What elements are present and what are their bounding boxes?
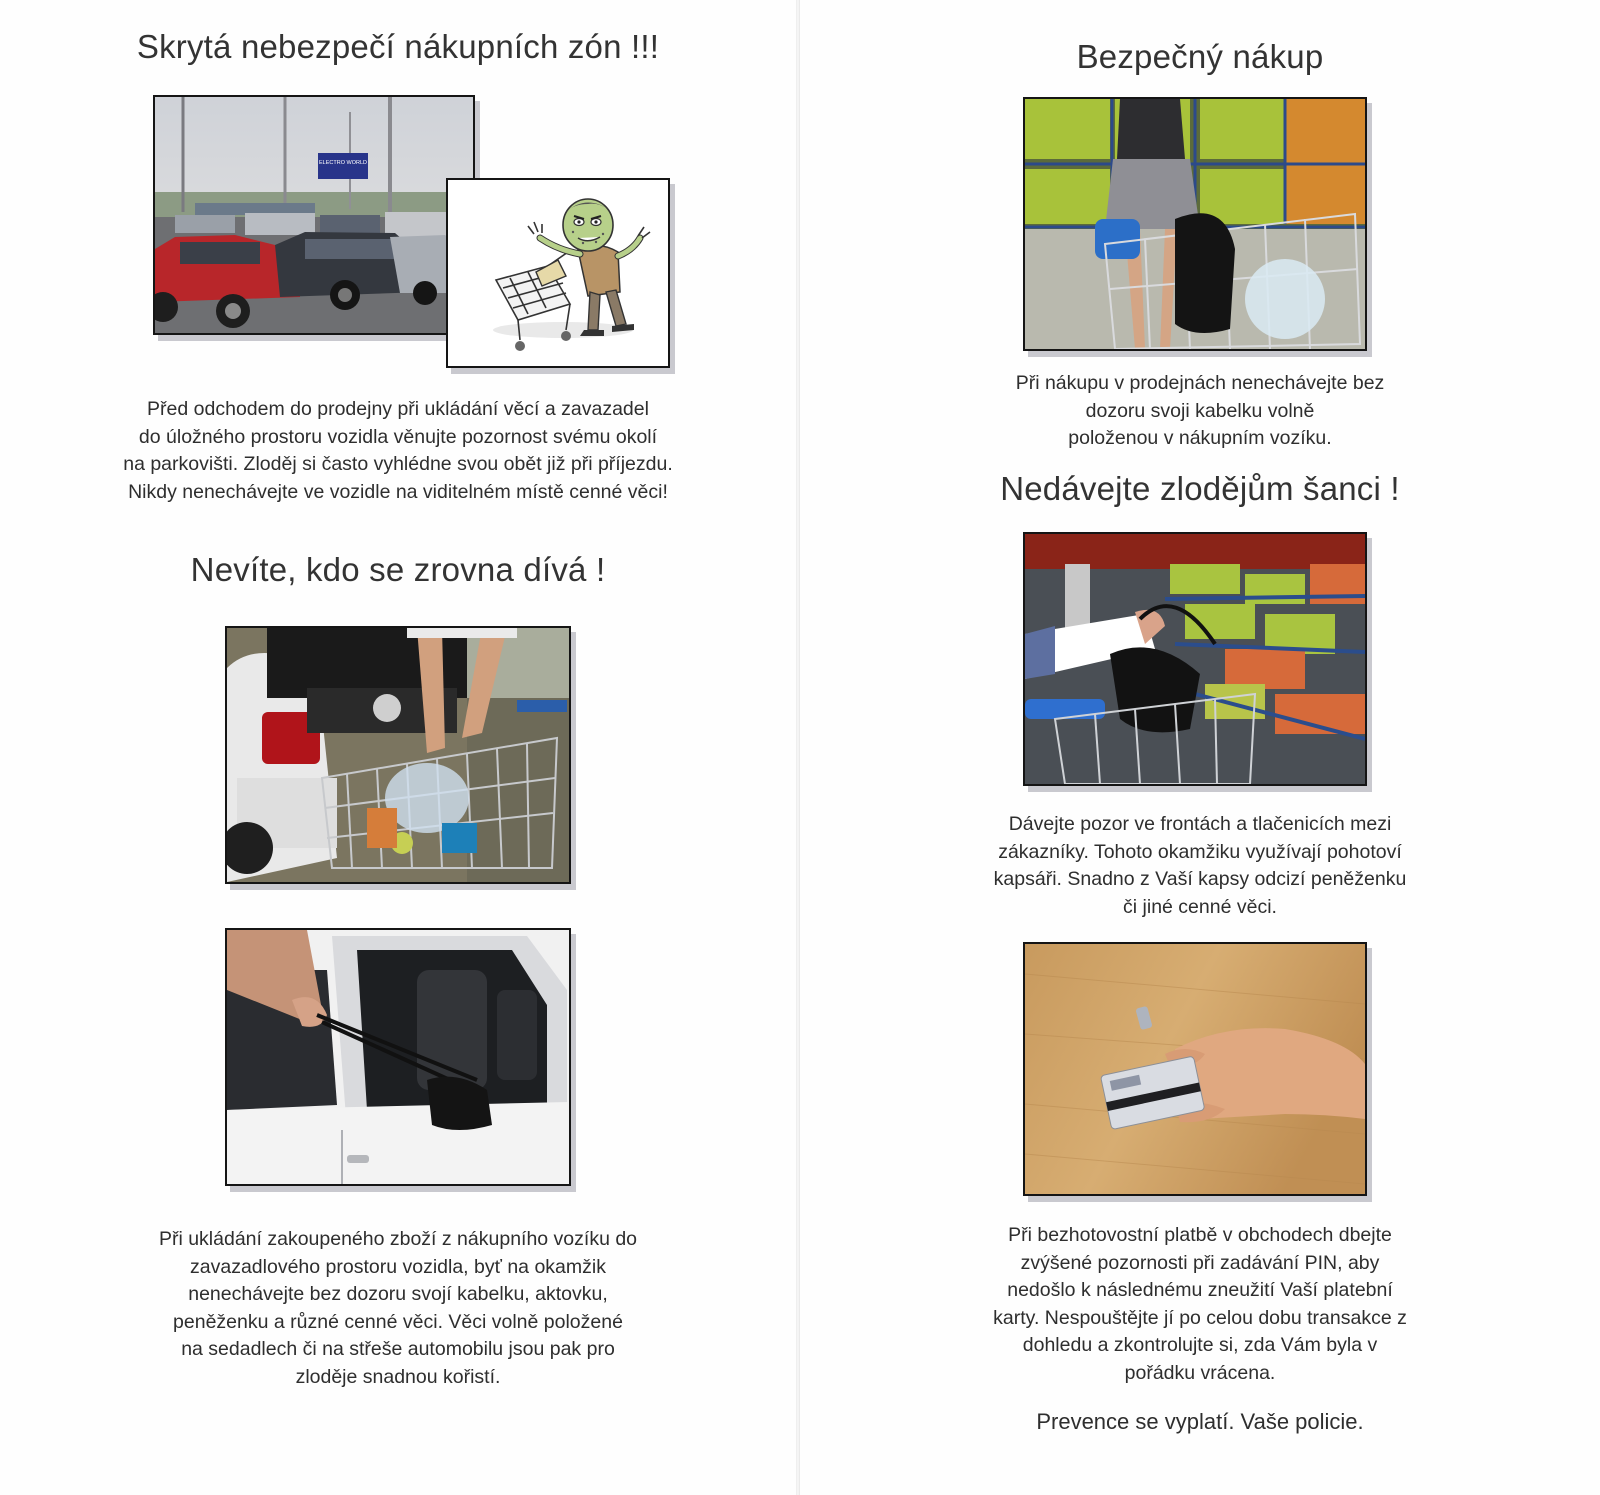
card-payment-warning-text: Při bezhotovostní platbě v obchodech dbejte zvýšené pozornosti při zadávání PIN, aby nedošlo k následnému zneužití Vaší platební karty. Nespouštějte jí po celou dobu transakce z dohledu a zkontrolujte si, zda Vám byla v pořádku vrácena.	[993, 1224, 1407, 1384]
section-title-no-chance-for-thieves: Nedávejte zlodějům šanci !	[1000, 470, 1400, 507]
bag-theft-photo	[1023, 532, 1367, 786]
bag-warning-text: Při nákupu v prodejnách nenechávejte bez dozoru svoji kabelku volně položenou v nákupním vozíku.	[1015, 372, 1385, 449]
section-title-safe-shopping: Bezpečný nákup	[1076, 38, 1324, 75]
parking-warning-text: Před odchodem do prodejny při ukládání věcí a zavazadel do úložného prostoru vozidla věnujte pozornost svému okolí na parkovišti. Zloděj si často vyhlédne svou obět již při příjezdu. Nikdy nenechávejte ve vozidle na viditelném místě cenné věci!	[123, 398, 673, 503]
trunk-warning-text: Při ukládání zakoupeného zboží z nákupního vozíku do zavazadlového prostoru vozidla, byť na okamžik nenechávejte bez dozoru svojí kabelku, aktovku, peněženku a různé cenné věci. Věci volně položené na sedadlech či na střeše automobilu jsou pak pro zloděje snadnou kořistí.	[158, 1228, 638, 1388]
section-title-hidden-dangers: Skrytá nebezpečí nákupních zón !!!	[136, 28, 660, 65]
produce-aisle-photo	[1023, 97, 1367, 351]
trunk-loading-photo	[225, 626, 571, 884]
pickpocket-warning-text: Dávejte pozor ve frontách a tlačenicích mezi zákazníky. Tohoto okamžiku využívají pohotoví kapsáři. Snadno z Vaší kapsy odcizí peněženku či jiné cenné věci.	[993, 813, 1407, 918]
cartoon-thief-illustration	[446, 178, 670, 368]
car-window-theft-photo	[225, 928, 571, 1186]
left-page	[0, 0, 796, 1495]
electro-world-sign: ELECTRO WORLD	[319, 160, 367, 166]
right-page	[800, 0, 1600, 1495]
section-title-who-is-watching: Nevíte, kdo se zrovna dívá !	[190, 551, 606, 588]
closing-slogan: Prevence se vyplatí. Vaše policie.	[1036, 1409, 1364, 1434]
card-payment-photo	[1023, 942, 1367, 1196]
parking-lot-photo	[153, 95, 475, 335]
